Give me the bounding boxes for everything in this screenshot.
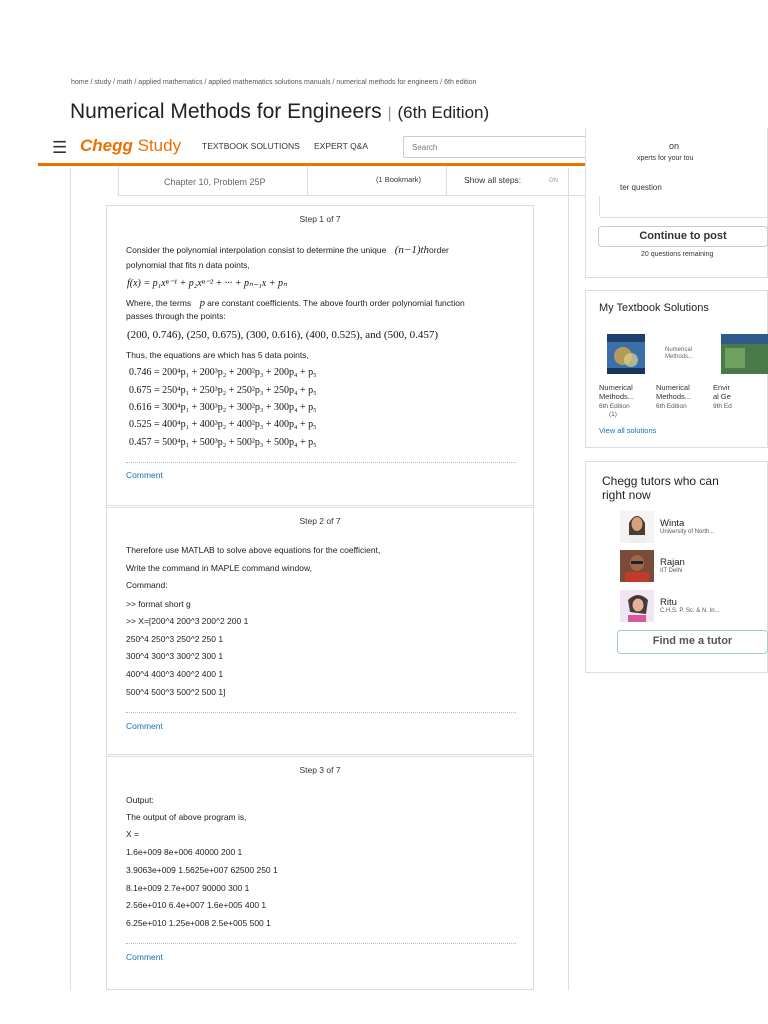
- search-input[interactable]: [404, 138, 584, 158]
- output-line: X =: [126, 829, 139, 839]
- equation-row: 0.616 = 300⁴p₁ + 300³p₂ + 300²p₃ + 300p₄ + p₅: [129, 402, 317, 413]
- page-title: [70, 100, 489, 124]
- menu-icon[interactable]: ☰: [52, 138, 68, 157]
- step-text: Command:: [126, 580, 168, 590]
- nav-expert-qa[interactable]: EXPERT Q&A: [314, 141, 369, 151]
- output-line: 2.56e+010 6.4e+007 1.6e+005 400 1: [126, 900, 267, 910]
- book-cover-image[interactable]: [721, 334, 768, 374]
- ask-expert-text: xperts for your tou: [637, 155, 694, 162]
- logo-study: Study: [137, 136, 182, 155]
- show-all-steps-toggle[interactable]: ON: [549, 178, 558, 184]
- breadcrumb[interactable]: home / study / math / applied mathematics / applied mathematics solutions manuals / numerical methods for engineers / 6th edition: [71, 79, 477, 86]
- code-line: >> format short g: [126, 599, 191, 609]
- tutors-title: Chegg tutors who can right now: [602, 474, 719, 502]
- output-line: 1.6e+009 8e+006 40000 200 1: [126, 847, 243, 857]
- divider: [307, 166, 308, 196]
- step-text: Therefore use MATLAB to solve above equations for the coefficient,: [126, 545, 381, 555]
- step-text: The output of above program is,: [126, 812, 247, 822]
- view-all-solutions-link[interactable]: View all solutions: [599, 426, 657, 435]
- divider: [126, 712, 516, 713]
- comment-link[interactable]: Comment: [126, 721, 163, 731]
- ask-expert-text: ter question: [620, 183, 662, 192]
- problem-bar: [118, 166, 618, 196]
- book-title: Numerical Methods for Engineers: [70, 100, 382, 123]
- polynomial-equation: f(x) = p₁xⁿ⁻¹ + p₂xⁿ⁻² + ··· + pₙ₋₁x + pₙ: [127, 278, 287, 289]
- solution-step-3: [106, 756, 534, 990]
- book-cover-text[interactable]: Numerical: [665, 347, 693, 353]
- output-line: 6.25e+010 1.25e+008 2.5e+005 500 1: [126, 918, 271, 928]
- book-title[interactable]: Numerical Methods...: [656, 383, 692, 401]
- book-edition: 9th Ed: [713, 403, 732, 410]
- tutor-avatar[interactable]: [620, 590, 654, 622]
- book-edition: 6th Edition: [599, 403, 630, 410]
- step-title: Step 2 of 7: [299, 516, 341, 526]
- book-cover-text[interactable]: Methods...: [665, 354, 694, 360]
- chegg-study-logo[interactable]: [80, 136, 181, 156]
- tutor-avatar[interactable]: [620, 550, 654, 582]
- ask-expert-text: on: [669, 141, 680, 151]
- chapter-problem-label[interactable]: Chapter 10, Problem 25P: [164, 177, 266, 187]
- step-text: passes through the points:: [126, 311, 226, 321]
- step-text: Where, the terms p are constant coefficients. The above fourth order polynomial function: [126, 297, 465, 309]
- tutor-name[interactable]: Winta: [660, 518, 685, 529]
- code-line: >> X=[200^4 200^3 200^2 200 1: [126, 616, 249, 626]
- logo-chegg: Chegg: [80, 136, 133, 155]
- step-title: Step 1 of 7: [299, 214, 341, 224]
- solution-step-2: [106, 507, 534, 755]
- title-separator: |: [387, 105, 392, 122]
- divider: [126, 462, 516, 463]
- divider: [126, 943, 516, 944]
- step-text: Thus, the equations are which has 5 data points,: [126, 350, 309, 360]
- bookmark-button[interactable]: (1 Bookmark): [376, 175, 422, 184]
- tutor-school: University of North...: [660, 529, 715, 535]
- step-text: Consider the polynomial interpolation consist to determine the unique (n−1)thorder: [126, 244, 449, 256]
- tutor-school: IIT Delhi: [660, 568, 683, 574]
- equation-row: 0.525 = 400⁴p₁ + 400³p₂ + 400²p₃ + 400p₄ + p₅: [129, 419, 317, 430]
- code-line: 300^4 300^3 300^2 300 1: [126, 651, 224, 661]
- tutor-name[interactable]: Ritu: [660, 597, 677, 608]
- questions-remaining: 20 questions remaining: [641, 251, 714, 258]
- nav-textbook-solutions[interactable]: TEXTBOOK SOLUTIONS: [202, 141, 300, 151]
- divider: [446, 166, 447, 196]
- output-line: 8.1e+009 2.7e+007 90000 300 1: [126, 883, 250, 893]
- tutor-school: C.H.S. P. Sc. & N. In...: [660, 608, 720, 614]
- continue-to-post-button[interactable]: Continue to post: [598, 226, 768, 247]
- step-title: Step 3 of 7: [299, 765, 341, 775]
- column-divider: [70, 168, 71, 990]
- step-text: Write the command in MAPLE command window,: [126, 563, 312, 573]
- find-tutor-button[interactable]: Find me a tutor: [617, 630, 768, 654]
- code-line: 500^4 500^3 500^2 500 1]: [126, 687, 226, 697]
- output-line: 3.9063e+009 1.5625e+007 62500 250 1: [126, 865, 278, 875]
- tutor-avatar[interactable]: [620, 511, 654, 543]
- step-text: Output:: [126, 795, 154, 805]
- show-all-steps-label: Show all steps:: [464, 175, 522, 185]
- code-line: 400^4 400^3 400^2 400 1: [126, 669, 224, 679]
- book-title[interactable]: Numerical Methods...: [599, 383, 635, 401]
- textbook-solutions-title: My Textbook Solutions: [599, 302, 709, 314]
- data-points: (200, 0.746), (250, 0.675), (300, 0.616), (400, 0.525), and (500, 0.457): [127, 329, 439, 341]
- solution-step-1: [106, 205, 534, 506]
- equation-row: 0.675 = 250⁴p₁ + 250³p₂ + 250²p₃ + 250p₄ + p₅: [129, 385, 317, 396]
- comment-link[interactable]: Comment: [126, 470, 163, 480]
- book-title[interactable]: Envir al Ge: [713, 383, 731, 401]
- book-edition: 6th Edition: [656, 403, 687, 410]
- code-line: 250^4 250^3 250^2 250 1: [126, 634, 224, 644]
- equation-row: 0.746 = 200⁴p₁ + 200³p₂ + 200²p₃ + 200p₄ + p₅: [129, 367, 317, 378]
- book-edition: (6th Edition): [397, 103, 490, 122]
- tutor-name[interactable]: Rajan: [660, 557, 685, 568]
- step-text: polynomial that fits n data points,: [126, 260, 250, 270]
- comment-link[interactable]: Comment: [126, 952, 163, 962]
- equation-row: 0.457 = 500⁴p₁ + 500³p₂ + 500²p₃ + 500p₄ + p₅: [129, 437, 317, 448]
- book-cover-image[interactable]: [607, 334, 645, 374]
- question-box[interactable]: [599, 196, 768, 218]
- book-count: (1): [609, 411, 617, 418]
- column-divider: [568, 168, 569, 990]
